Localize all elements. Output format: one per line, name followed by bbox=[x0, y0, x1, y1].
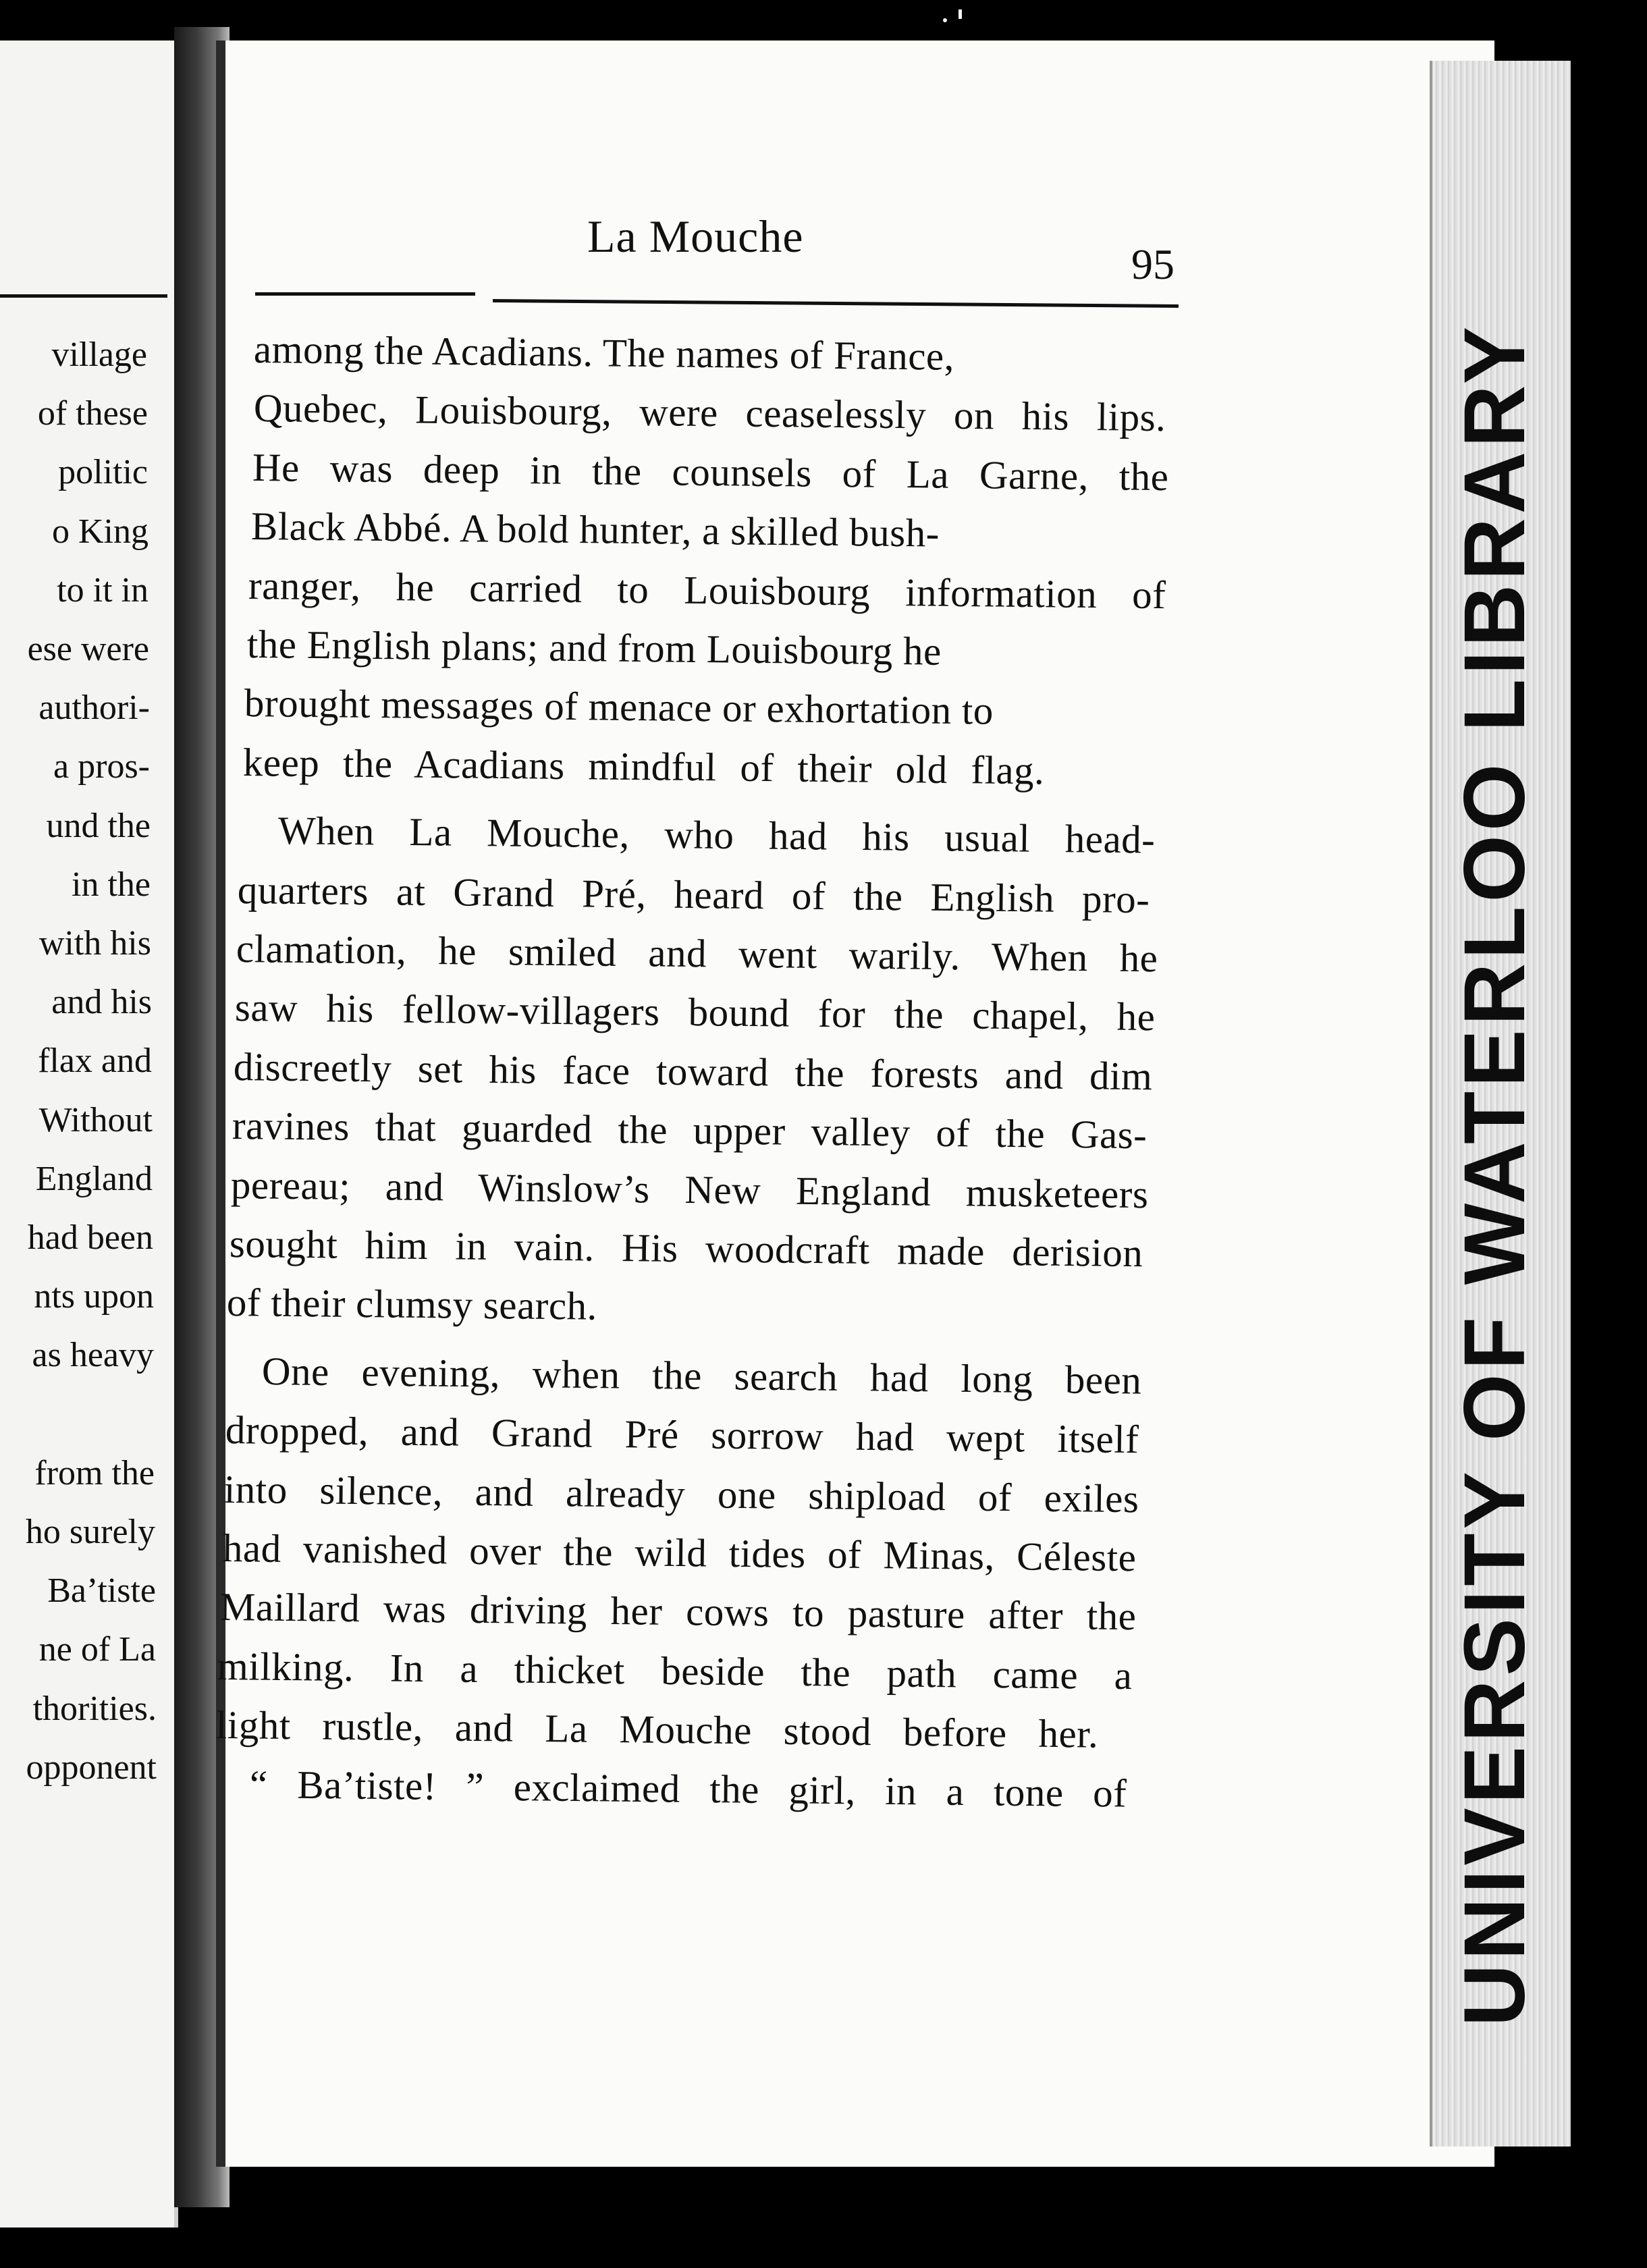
left-page-line: in the bbox=[72, 865, 151, 904]
library-stamp: UNIVERSITY OF WATERLOO LIBRARY bbox=[1447, 322, 1543, 2027]
body-line: One evening, when the search had long been bbox=[261, 1348, 1142, 1403]
page-number: 95 bbox=[1131, 240, 1174, 288]
left-page-line: ese were bbox=[27, 630, 149, 668]
left-page-line: a pros- bbox=[53, 747, 150, 786]
left-page-line: to it in bbox=[57, 570, 148, 610]
left-page-line: of these bbox=[37, 394, 148, 433]
left-facing-page bbox=[0, 40, 178, 2228]
body-line: ranger, he carried to Louisbourg information of bbox=[248, 562, 1166, 617]
body-line: Maillard was driving her cows to pasture after the bbox=[219, 1584, 1137, 1639]
left-page-line: Without bbox=[38, 1100, 153, 1139]
left-page-line: opponent bbox=[26, 1748, 157, 1787]
body-line: Black Abbé. A bold hunter, a skilled bush- bbox=[250, 504, 940, 556]
body-line: keep the Acadians mindful of their old flag. bbox=[242, 739, 1045, 793]
left-page-line: ho surely bbox=[25, 1513, 155, 1551]
body-line: light rustle, and La Mouche stood before her. bbox=[215, 1702, 1099, 1756]
left-page-line: und the bbox=[46, 806, 151, 845]
left-page-line: o King bbox=[52, 512, 148, 551]
body-line: sought him in vain. His woodcraft made derision bbox=[229, 1221, 1143, 1276]
body-line: ravines that guarded the upper valley of the Gas- bbox=[232, 1103, 1148, 1158]
body-line: into silence, and already one shipload of exiles bbox=[223, 1466, 1139, 1521]
left-page-line: as heavy bbox=[32, 1336, 154, 1375]
body-line: brought messages of menace or exhortation to bbox=[244, 680, 994, 734]
left-page-line: England bbox=[35, 1159, 153, 1198]
scan-specks bbox=[932, 0, 992, 27]
running-head-title: La Mouche bbox=[587, 211, 804, 262]
left-page-line: with his bbox=[38, 924, 151, 963]
left-page-line: village bbox=[51, 335, 147, 374]
left-header-rule bbox=[0, 294, 167, 298]
body-line: the English plans; and from Louisbourg he bbox=[246, 622, 942, 674]
body-line: among the Acadians. The names of France, bbox=[253, 327, 955, 379]
body-line: saw his fellow-villagers bound for the chapel, he bbox=[234, 985, 1156, 1040]
body-line: discreetly set his face toward the forests and dim bbox=[233, 1044, 1153, 1099]
body-line: He was deep in the counsels of La Garne, the bbox=[252, 444, 1169, 500]
body-line: “ Ba’tiste! ” exclaimed the girl, in a tone of bbox=[249, 1761, 1127, 1816]
body-line: had vanished over the wild tides of Minas, Céleste bbox=[222, 1526, 1137, 1580]
body-line: When La Mouche, who had his usual head- bbox=[277, 808, 1156, 862]
left-page-line: politic bbox=[58, 453, 148, 492]
body-line: milking. In a thicket beside the path came a bbox=[217, 1643, 1133, 1698]
body-line: of their clumsy search. bbox=[226, 1280, 598, 1329]
body-line: pereau; and Winslow’s New England musketeers bbox=[230, 1162, 1149, 1216]
left-page-line: ne of La bbox=[38, 1630, 156, 1669]
left-page-line: and his bbox=[51, 983, 152, 1022]
left-page-line: thorities. bbox=[32, 1689, 157, 1728]
header-rule-left bbox=[255, 292, 475, 296]
body-line: clamation, he smiled and went warily. When he bbox=[236, 926, 1158, 981]
left-page-line: nts upon bbox=[34, 1277, 154, 1316]
left-page-line: had been bbox=[27, 1218, 153, 1257]
left-page-line: from the bbox=[34, 1453, 155, 1492]
left-page-line: Ba’tiste bbox=[47, 1571, 156, 1611]
body-line: dropped, and Grand Pré sorrow had wept itself bbox=[225, 1407, 1139, 1462]
left-page-line: authori- bbox=[38, 688, 150, 728]
body-line: quarters at Grand Pré, heard of the English pro- bbox=[237, 867, 1150, 921]
left-page-line: flax and bbox=[38, 1042, 152, 1081]
body-line: Quebec, Louisbourg, were ceaselessly on his lips. bbox=[253, 385, 1166, 440]
